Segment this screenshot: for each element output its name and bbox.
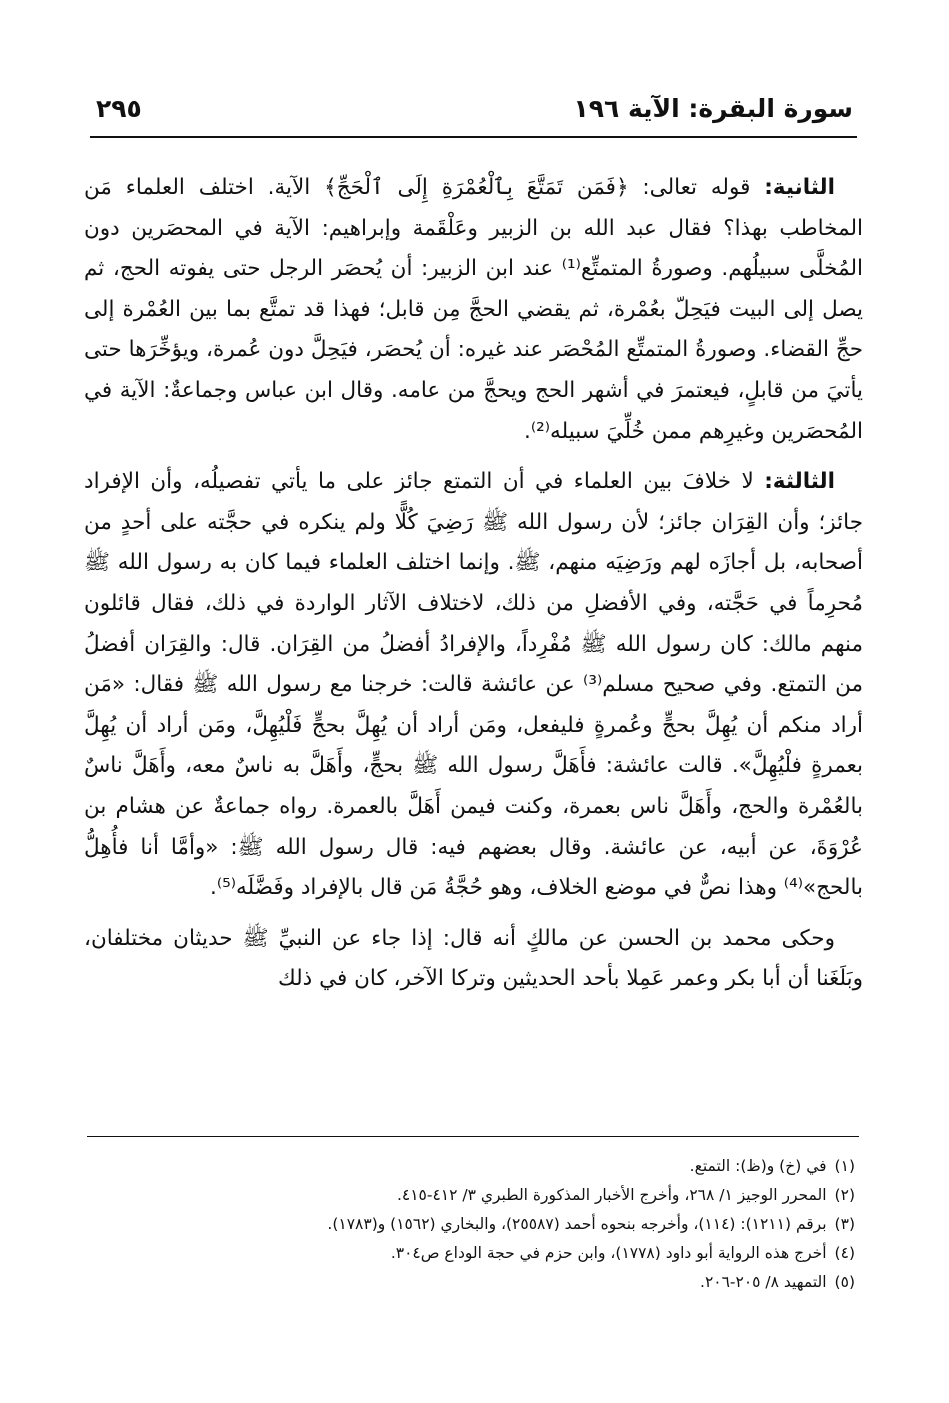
footnote-5 <box>96 1268 855 1297</box>
footnote-number: (١) <box>834 1157 855 1175</box>
paragraph-body-second: قوله تعالى: ﴿فَمَن تَمَتَّعَ بِٱلْعُمْرَةِ إِلَى ٱلْحَجِّ﴾ الآية. اختلف العلماء مَن المخاطب بهذا؟ فقال عبد الله بن الزبير وعَلْقَمة وإبراهيم: الآية في المحصَرين دون المُخلَّى سبيلُهم. وصورةُ المتمتِّع⁽¹⁾ عند ابن الزبير: أن يُحصَر الرجل حتى يفوته الحج، ثم يصل إلى البيت فيَحِلّ بعُمْرة، ثم يقضي الحجَّ مِن قابل؛ فهذا قد تمتَّع بما بين العُمْرة إلى حجِّ القضاء. وصورةُ المتمتِّع المُحْصَر عند غيره: أن يُحصَر، فيَحِلَّ دون عُمرة، ويؤخِّرَها حتى يأتيَ من قابلٍ، فيعتمرَ في أشهر الحج ويحجَّ من عامه. وقال ابن عباس وجماعةٌ: الآية في المُحصَرين وغيرِهم ممن خُلِّيَ سبيله⁽²⁾. <box>84 175 864 444</box>
paragraph-continuation <box>84 919 863 1000</box>
footnote-number: (٣) <box>834 1215 855 1233</box>
running-header <box>96 86 853 130</box>
footnote-text: التمهيد ٨/ ٢٠٥-٢٠٦. <box>700 1273 827 1291</box>
footnotes-rule <box>87 1136 859 1137</box>
footnote-text: برقم (١٢١١): (١١٤)، وأخرجه بنحوه أحمد (٢٥٥٨٧)، والبخاري (١٥٦٢) و(١٧٨٣). <box>327 1215 827 1233</box>
paragraph-second-issue <box>84 168 863 452</box>
footnote-text: المحرر الوجيز ١/ ٢٦٨، وأخرج الأخبار المذكورة الطبري ٣/ ٤١٢-٤١٥. <box>396 1186 827 1204</box>
header-rule <box>90 136 857 138</box>
footnotes <box>96 1152 855 1297</box>
paragraph-lead-third: الثالثة: <box>764 469 835 495</box>
paragraph-third-issue <box>84 462 863 909</box>
footnote-1 <box>96 1152 855 1181</box>
paragraph-body-continuation: وحكى محمد بن الحسن عن مالكٍ أنه قال: إذا جاء عن النبيِّ ﷺ حديثان مختلفان، وبَلَغَنا أن أبا بكر وعمر عَمِلا بأحد الحديثين وتركا الآخر، كان في ذلك <box>84 925 863 992</box>
paragraph-lead-second: الثانية: <box>764 175 835 200</box>
footnote-text: أخرج هذه الرواية أبو داود (١٧٧٨)، وابن حزم في حجة الوداع ص٣٠٤. <box>390 1244 827 1262</box>
footnote-number: (٥) <box>834 1273 855 1291</box>
footnote-number: (٢) <box>834 1186 855 1204</box>
chapter-title: سورة البقرة: الآية ١٩٦ <box>573 93 853 123</box>
page-number: ٢٩٥ <box>96 93 142 123</box>
main-text <box>84 168 863 1000</box>
footnote-text: في (خ) و(ظ): التمتع. <box>689 1157 827 1175</box>
footnote-2 <box>96 1181 855 1210</box>
footnote-3 <box>96 1210 855 1239</box>
paragraph-body-third: لا خلافَ بين العلماء في أن التمتع جائز على ما يأتي تفصيلُه، وأن الإفراد جائز؛ وأن القِرَان جائز؛ لأن رسول الله ﷺ رَضِيَ كُلًّا ولم ينكره في حجَّته على أحدٍ من أصحابه، بل أجازَه لهم ورَضِيَه منهم، ﷺ. وإنما اختلف العلماء فيما كان به رسول الله ﷺ مُحرِماً في حَجَّته، وفي الأفضلِ من ذلك، لاختلاف الآثار الواردة في ذلك، فقال قائلون منهم مالك: كان رسول الله ﷺ مُفْرِداً، والإفرادُ أفضلُ من القِرَان. قال: والقِرَان أفضلُ من التمتع. وفي صحيح مسلم⁽³⁾ عن عائشة قالت: خرجنا مع رسول الله ﷺ فقال: «مَن أراد منكم أن يُهِلَّ بحجٍّ وعُمرةٍ فليفعل، ومَن أراد أن يُهِلَّ بحجٍّ فَلْيُهِلَّ، ومَن أراد أن يُهِلَّ بعمرةٍ فلْيُهِلَّ». قالت عائشة: فأَهَلَّ رسول الله ﷺ بحجٍّ، وأَهَلَّ به ناسٌ معه، وأَهَلَّ ناسٌ بالعُمْرة والحج، وأَهَلَّ ناس بعمرة، وكنت فيمن أَهَلَّ بالعمرة. رواه جماعةٌ عن هشام بن عُرْوَةَ، عن أبيه، عن عائشة. وقال بعضهم فيه: قال رسول الله ﷺ: «وأمَّا أنا فأُهِلُّ بالحج»⁽⁴⁾ وهذا نصٌّ في موضع الخلاف، وهو حُجَّةُ مَن قال بالإفراد وفَضَّلَه⁽⁵⁾. <box>84 469 863 901</box>
footnote-number: (٤) <box>834 1244 855 1262</box>
footnote-4 <box>96 1239 855 1268</box>
